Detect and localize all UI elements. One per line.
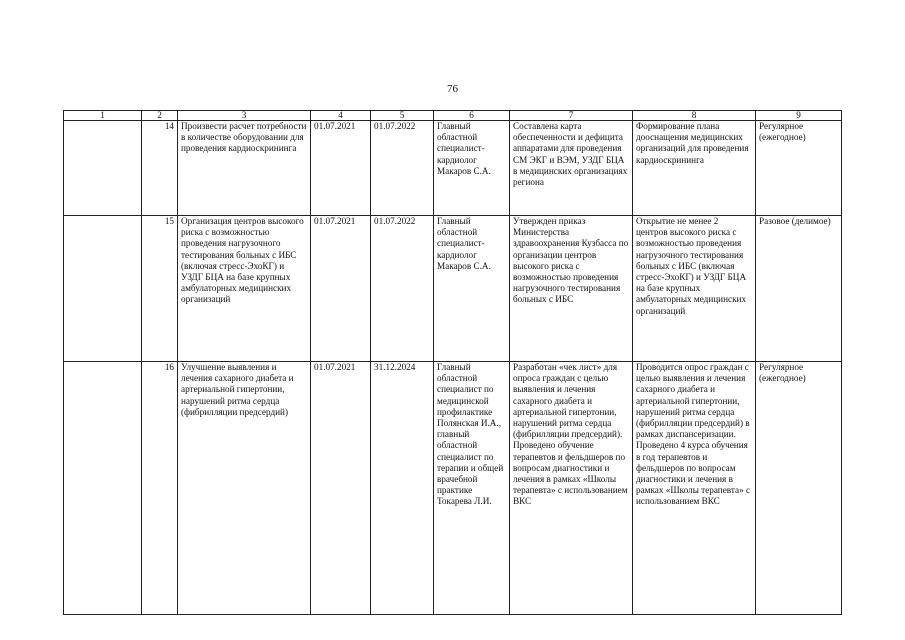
- action-plan-table: [63, 110, 842, 615]
- end-date-cell: 31.12.2024: [371, 362, 434, 615]
- column-header: 1: [64, 111, 142, 121]
- event-cell: Организация центров высокого риска с возможностью проведения нагрузочного тестирования больных с ИБС (включая стресс-ЭхоКГ) и УЗДГ БЦА на базе крупных амбулаторных медицинских организаций: [178, 216, 311, 362]
- column-header: 2: [142, 111, 178, 121]
- empty-cell: [64, 216, 142, 362]
- type-cell: Регулярное (ежегодное): [756, 121, 842, 216]
- column-header: 7: [510, 111, 633, 121]
- column-header: 6: [434, 111, 510, 121]
- responsible-cell: Главный областной специалист-кардиолог Макаров С.А.: [434, 121, 510, 216]
- empty-cell: [64, 121, 142, 216]
- column-header: 4: [311, 111, 371, 121]
- responsible-cell: Главный областной специалист по медицинской профилактике Полянская И.А., главный областной специалист по терапии и общей врачебной практике Токарева Л.И.: [434, 362, 510, 615]
- end-date-cell: 01.07.2022: [371, 216, 434, 362]
- row-number: 16: [142, 362, 178, 615]
- type-cell: Регулярное (ежегодное): [756, 362, 842, 615]
- indicator-cell: Проводится опрос граждан с целью выявления и лечения сахарного диабета и артериальной гипертонии, нарушений ритма сердца (фибрилляции предсердий) в рамках диспансеризации. Проведено 4 курса обучения в год терапевтов и фельдшеров по вопросам диагностики и лечения в рамках «Школы терапевта» с использованием ВКС: [633, 362, 756, 615]
- responsible-cell: Главный областной специалист-кардиолог Макаров С.А.: [434, 216, 510, 362]
- column-header: 9: [756, 111, 842, 121]
- start-date-cell: 01.07.2021: [311, 216, 371, 362]
- end-date-cell: 01.07.2022: [371, 121, 434, 216]
- result-cell: Составлена карта обеспеченности и дефицита аппаратами для проведения СМ ЭКГ и ВЭМ, УЗДГ БЦА в медицинских организациях региона: [510, 121, 633, 216]
- event-cell: Улучшение выявления и лечения сахарного диабета и артериальной гипертонии, нарушений ритма сердца (фибрилляции предсердий): [178, 362, 311, 615]
- indicator-cell: Открытие не менее 2 центров высокого риска с возможностью проведения нагрузочного тестирования больных с ИБС (включая стресс-ЭхоКГ) и УЗДГ БЦА на базе крупных амбулаторных медицинских организаций: [633, 216, 756, 362]
- table-row: [64, 362, 842, 615]
- start-date-cell: 01.07.2021: [311, 362, 371, 615]
- result-cell: Утвержден приказ Министерства здравоохранения Кузбасса по организации центров высокого риска с возможностью проведения нагрузочного тестирования больных с ИБС: [510, 216, 633, 362]
- start-date-cell: 01.07.2021: [311, 121, 371, 216]
- table-row: [64, 121, 842, 216]
- page-number: 76: [447, 83, 458, 95]
- row-number: 14: [142, 121, 178, 216]
- event-cell: Произвести расчет потребности в количестве оборудовании для проведения кардиоскрининга: [178, 121, 311, 216]
- column-number-header: [64, 111, 842, 121]
- column-header: 8: [633, 111, 756, 121]
- empty-cell: [64, 362, 142, 615]
- row-number: 15: [142, 216, 178, 362]
- table-row: [64, 216, 842, 362]
- column-header: 3: [178, 111, 311, 121]
- indicator-cell: Формирование плана дооснащения медицинских организаций для проведения кардиоскрининга: [633, 121, 756, 216]
- column-header: 5: [371, 111, 434, 121]
- result-cell: Разработан «чек лист» для опроса граждан с целью выявления и лечения сахарного диабета и артериальной гипертонии, нарушений ритма сердца (фибрилляции предсердий). Проведено обучение терапевтов и фельдшеров по вопросам диагностики и лечения в рамках «Школы терапевта» с использованием ВКС: [510, 362, 633, 615]
- type-cell: Разовое (делимое): [756, 216, 842, 362]
